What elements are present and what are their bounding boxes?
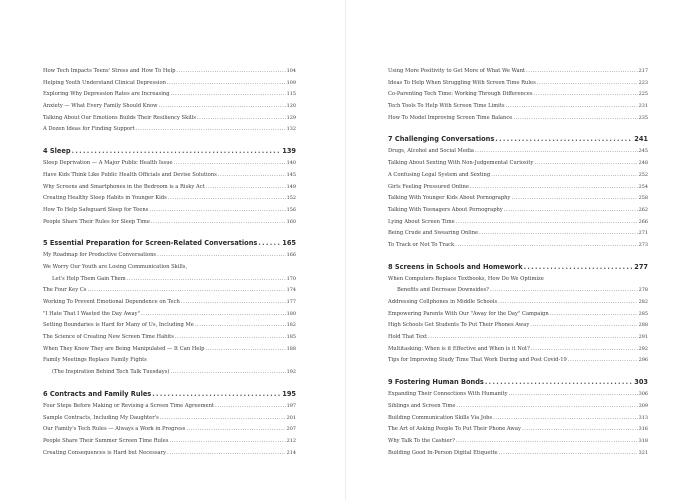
table-of-contents-right bbox=[388, 66, 648, 459]
entry-page-number: 109 bbox=[286, 79, 296, 86]
entry-page-number: 132 bbox=[286, 126, 296, 133]
entry-page-number: 201 bbox=[286, 414, 296, 421]
dot-leader bbox=[499, 448, 638, 460]
toc-entry[interactable] bbox=[43, 297, 296, 309]
entry-title: Empowering Parents With Our "Away for the Day" Campaign bbox=[388, 310, 549, 317]
entry-page-number: 120 bbox=[286, 103, 296, 110]
entry-title: Addressing Cellphones in Middle Schools bbox=[388, 299, 498, 305]
entry-title: Setting Boundaries is Hard for Many of Us, Including Me bbox=[43, 322, 194, 329]
dot-leader bbox=[534, 89, 638, 101]
entry-title: Siblings and Screen Time bbox=[388, 402, 456, 409]
entry-page-number: 282 bbox=[638, 299, 648, 305]
toc-entry[interactable] bbox=[43, 262, 296, 274]
toc-entry[interactable] bbox=[43, 309, 296, 321]
toc-entry[interactable] bbox=[43, 320, 296, 332]
entry-page-number: 115 bbox=[286, 91, 296, 98]
entry-title: Our Family's Tech Rules — Always a Work in Progress bbox=[43, 426, 186, 433]
dot-leader bbox=[509, 389, 638, 401]
entry-title: Being Crude and Swearing Online bbox=[388, 230, 479, 237]
entry-title: Why Talk To the Cashier? bbox=[388, 437, 455, 444]
chapter-page: 195 bbox=[282, 389, 296, 398]
entry-page-number: 185 bbox=[286, 334, 296, 341]
toc-entry[interactable] bbox=[43, 170, 296, 182]
entry-page-number: 292 bbox=[638, 345, 648, 352]
right-page bbox=[346, 0, 697, 500]
dot-leader bbox=[149, 205, 285, 217]
toc-entry[interactable] bbox=[388, 413, 648, 425]
toc-entry[interactable] bbox=[388, 309, 648, 321]
chapter-title: 5 Essential Preparation for Screen-Related Conversations bbox=[43, 239, 258, 248]
dot-leader bbox=[195, 320, 286, 332]
toc-entry[interactable] bbox=[388, 146, 648, 158]
toc-entry[interactable] bbox=[388, 228, 648, 240]
entry-title: Lying About Screen Time bbox=[388, 218, 455, 225]
entry-title: Creating Consequences is Hard but Necessary bbox=[43, 449, 167, 456]
toc-entry[interactable] bbox=[388, 182, 648, 194]
entry-title: The Science of Creating New Screen Time Habits bbox=[43, 334, 174, 341]
chapter-heading[interactable] bbox=[43, 237, 296, 250]
entry-page-number: 313 bbox=[638, 414, 648, 421]
toc-entry[interactable] bbox=[43, 113, 296, 125]
toc-entry[interactable] bbox=[388, 344, 648, 356]
entry-page-number: 192 bbox=[286, 369, 296, 376]
entry-page-number: 285 bbox=[638, 310, 648, 317]
entry-title: Building Good In-Person Digital Etiquette bbox=[388, 449, 498, 456]
toc-entry[interactable] bbox=[388, 436, 648, 448]
toc-entry[interactable] bbox=[43, 332, 296, 344]
toc-entry[interactable] bbox=[43, 250, 296, 262]
dot-leader bbox=[456, 401, 637, 413]
entry-page-number: 252 bbox=[638, 171, 648, 178]
entry-page-number: 309 bbox=[638, 402, 648, 409]
dot-leader bbox=[456, 217, 638, 229]
toc-entry[interactable] bbox=[388, 448, 648, 460]
toc-entry[interactable] bbox=[43, 367, 296, 379]
toc-entry[interactable] bbox=[43, 101, 296, 113]
dot-leader bbox=[167, 78, 286, 90]
dot-leader bbox=[159, 101, 286, 113]
toc-entry[interactable] bbox=[43, 285, 296, 297]
dot-leader bbox=[175, 332, 286, 344]
entry-title: How To Help Safeguard Sleep for Teens bbox=[43, 206, 149, 213]
entry-title: Helping Youth Understand Clinical Depression bbox=[43, 79, 166, 86]
entry-title: Tech Tools To Help With Screen Time Limits bbox=[388, 103, 505, 110]
chapter-title: 8 Screens in Schools and Homework bbox=[388, 262, 523, 271]
toc-entry[interactable] bbox=[43, 274, 296, 286]
toc-entry[interactable] bbox=[388, 89, 648, 101]
entry-title: To Track or Not To Track bbox=[388, 241, 455, 248]
chapter-heading[interactable] bbox=[388, 376, 648, 389]
toc-entry[interactable] bbox=[388, 193, 648, 205]
entry-title: Sample Contracts, Including My Daughter's bbox=[43, 414, 159, 421]
dot-leader bbox=[513, 113, 637, 125]
entry-page-number: 145 bbox=[286, 171, 296, 178]
entry-title: We Worry Our Youth are Losing Communication Skills, bbox=[43, 263, 188, 270]
entry-title: "I Hate That I Wasted the Day Away" bbox=[43, 310, 140, 317]
chapter-page: 139 bbox=[282, 147, 296, 156]
entry-title: Creating Healthy Sleep Habits in Younger Kids bbox=[43, 195, 167, 202]
entry-title: Sleep Deprivation — A Major Public Health Issue bbox=[43, 160, 173, 167]
entry-page-number: 318 bbox=[638, 437, 648, 444]
entry-page-number: 177 bbox=[286, 299, 296, 305]
toc-entry[interactable] bbox=[43, 78, 296, 90]
dot-leader bbox=[170, 367, 285, 379]
entry-page-number: 258 bbox=[638, 195, 648, 202]
dot-leader bbox=[168, 193, 286, 205]
dot-leader bbox=[456, 436, 638, 448]
entry-page-number: 160 bbox=[286, 218, 296, 225]
toc-group bbox=[43, 250, 296, 379]
toc-group bbox=[388, 274, 648, 368]
dot-leader bbox=[157, 250, 286, 262]
entry-title: Tips for Improving Study Time That Work During and Post Covid-19 bbox=[388, 357, 567, 364]
dot-leader bbox=[215, 401, 286, 413]
chapter-page: 303 bbox=[634, 378, 648, 387]
entry-title: Exploring Why Depression Rates are Increasing bbox=[43, 91, 170, 98]
dot-leader bbox=[550, 309, 638, 321]
entry-title: Using More Positivity to Get More of What We Want bbox=[388, 68, 526, 74]
chapter-heading[interactable] bbox=[388, 133, 648, 146]
dot-leader bbox=[479, 228, 638, 240]
dot-leader bbox=[151, 217, 286, 229]
dot-leader bbox=[169, 436, 285, 448]
toc-entry[interactable] bbox=[388, 170, 648, 182]
entry-title: A Confusing Legal System and Sexting bbox=[388, 171, 491, 178]
entry-page-number: 231 bbox=[638, 103, 648, 110]
entry-page-number: 291 bbox=[638, 334, 648, 341]
entry-page-number: 296 bbox=[638, 357, 648, 364]
entry-title: The Four Key Cs bbox=[43, 287, 87, 294]
entry-page-number: 149 bbox=[286, 183, 296, 190]
dot-leader bbox=[504, 205, 638, 217]
toc-entry[interactable] bbox=[388, 389, 648, 401]
entry-page-number: 188 bbox=[286, 345, 296, 352]
entry-title: Drugs, Alcohol and Social Media bbox=[388, 148, 474, 155]
chapter-page: 277 bbox=[634, 262, 648, 271]
dot-leader bbox=[87, 285, 285, 297]
entry-title: Talking About Sexting With Non-Judgemental Curiosity bbox=[388, 160, 534, 167]
toc-entry[interactable] bbox=[43, 66, 296, 78]
toc-entry[interactable] bbox=[388, 355, 648, 367]
toc-entry[interactable] bbox=[43, 424, 296, 436]
entry-title: When Computers Replace Textbooks, How Do We Optimize bbox=[388, 275, 544, 282]
chapter-page: 165 bbox=[282, 239, 296, 248]
toc-entry[interactable] bbox=[43, 205, 296, 217]
dot-leader bbox=[506, 101, 638, 113]
chapter-title: 6 Contracts and Family Rules bbox=[43, 389, 152, 398]
dot-leader bbox=[511, 193, 637, 205]
toc-entry[interactable] bbox=[43, 182, 296, 194]
entry-page-number: 182 bbox=[286, 322, 296, 329]
toc-group bbox=[388, 146, 648, 251]
dot-leader bbox=[475, 146, 638, 158]
entry-title: Ideas To Help When Struggling With Screen Time Rules bbox=[388, 79, 536, 86]
entry-page-number: 212 bbox=[286, 437, 296, 444]
entry-title: Benefits and Decrease Downsides? bbox=[397, 287, 489, 294]
entry-page-number: 262 bbox=[638, 206, 648, 213]
entry-title: People Share Their Rules for Sleep Time bbox=[43, 218, 150, 225]
dot-leader bbox=[171, 89, 286, 101]
dot-leader bbox=[522, 424, 638, 436]
toc-entry[interactable] bbox=[43, 344, 296, 356]
dot-leader bbox=[534, 158, 637, 170]
entry-title: How Tech Impacts Teens' Stress and How To Help bbox=[43, 68, 176, 74]
entry-title: Why Screens and Smartphones in the Bedroom is a Risky Act bbox=[43, 183, 205, 190]
toc-entry[interactable] bbox=[43, 89, 296, 101]
entry-title: Hold That Text bbox=[388, 334, 428, 341]
entry-title: People Share Their Summer Screen Time Rules bbox=[43, 437, 169, 444]
entry-page-number: 214 bbox=[286, 449, 296, 456]
chapter-title: 9 Fostering Human Bonds bbox=[388, 378, 484, 387]
toc-entry[interactable] bbox=[388, 297, 648, 309]
dot-leader bbox=[531, 344, 638, 356]
entry-page-number: 254 bbox=[638, 183, 648, 190]
toc-entry[interactable] bbox=[388, 101, 648, 113]
dot-leader bbox=[205, 344, 285, 356]
toc-entry[interactable] bbox=[388, 66, 648, 78]
toc-entry[interactable] bbox=[43, 217, 296, 229]
entry-page-number: 207 bbox=[286, 426, 296, 433]
toc-entry[interactable] bbox=[388, 285, 648, 297]
dot-leader bbox=[455, 240, 638, 252]
toc-entry[interactable] bbox=[43, 401, 296, 413]
dot-leader bbox=[490, 285, 638, 297]
entry-title: Four Steps Before Making or Revising a Screen Time Agreement bbox=[43, 402, 215, 409]
dot-leader bbox=[181, 297, 286, 309]
entry-page-number: 273 bbox=[638, 241, 648, 248]
entry-title: Talking With Teenagers About Pornography bbox=[388, 206, 503, 213]
entry-title: A Dozen Ideas for Finding Support bbox=[43, 126, 135, 133]
entry-title: How To Model Improving Screen Time Balance bbox=[388, 114, 513, 121]
dot-leader bbox=[167, 448, 286, 460]
entry-page-number: 321 bbox=[638, 449, 648, 456]
toc-group bbox=[388, 389, 648, 459]
dot-leader bbox=[160, 413, 286, 425]
entry-title: Talking About Our Emotions Builds Their Resiliency Skills bbox=[43, 114, 196, 121]
toc-entry[interactable] bbox=[43, 124, 296, 136]
entry-title: Let's Help Them Gain Them bbox=[52, 275, 126, 282]
dot-leader bbox=[498, 297, 638, 309]
entry-title: When They Know They are Being Manipulated — It Can Help bbox=[43, 345, 205, 352]
entry-title: Have Kids Think Like Public Health Officials and Devise Solutions bbox=[43, 171, 217, 178]
toc-entry[interactable] bbox=[388, 424, 648, 436]
toc-entry[interactable] bbox=[388, 78, 648, 90]
toc-entry[interactable] bbox=[43, 193, 296, 205]
dot-leader bbox=[206, 182, 286, 194]
entry-title: Co-Parenting Tech Time: Working Through Differences bbox=[388, 91, 533, 98]
toc-group bbox=[43, 401, 296, 459]
entry-page-number: 245 bbox=[638, 148, 648, 155]
entry-title: The Art of Asking People To Put Their Phone Away bbox=[388, 426, 521, 433]
entry-page-number: 174 bbox=[286, 287, 296, 294]
entry-page-number: 166 bbox=[286, 252, 296, 259]
entry-page-number: 306 bbox=[638, 391, 648, 398]
chapter-heading[interactable] bbox=[43, 145, 296, 158]
entry-page-number: 104 bbox=[286, 68, 296, 74]
entry-title: Expanding Their Connections With Humanity bbox=[388, 391, 508, 398]
toc-entry[interactable] bbox=[43, 448, 296, 460]
dot-leader bbox=[526, 66, 638, 78]
toc-entry[interactable] bbox=[388, 240, 648, 252]
dot-leader bbox=[197, 113, 286, 125]
entry-page-number: 180 bbox=[286, 310, 296, 317]
dot-leader bbox=[537, 78, 638, 90]
entry-page-number: 152 bbox=[286, 195, 296, 202]
dot-leader bbox=[176, 66, 285, 78]
toc-entry[interactable] bbox=[388, 320, 648, 332]
dot-leader bbox=[186, 424, 285, 436]
toc-entry[interactable] bbox=[388, 113, 648, 125]
dot-leader bbox=[218, 170, 286, 182]
toc-entry[interactable] bbox=[43, 436, 296, 448]
toc-entry[interactable] bbox=[43, 158, 296, 170]
entry-page-number: 316 bbox=[638, 426, 648, 433]
dot-leader bbox=[141, 309, 286, 321]
entry-page-number: 271 bbox=[638, 230, 648, 237]
toc-entry[interactable] bbox=[388, 332, 648, 344]
entry-title: Working To Prevent Emotional Dependence on Tech bbox=[43, 299, 180, 305]
toc-entry[interactable] bbox=[388, 274, 648, 286]
entry-page-number: 278 bbox=[638, 287, 648, 294]
entry-title: Family Meetings Replace Family Fights bbox=[43, 357, 147, 364]
toc-entry[interactable] bbox=[388, 158, 648, 170]
chapter-title: 4 Sleep bbox=[43, 147, 71, 156]
dot-leader bbox=[530, 320, 637, 332]
dot-leader bbox=[568, 355, 638, 367]
entry-title: Talking With Younger Kids About Pornography bbox=[388, 195, 511, 202]
entry-title: Multitasking: When is it Effective and When is it Not? bbox=[388, 345, 530, 352]
entry-page-number: 225 bbox=[638, 91, 648, 98]
left-page bbox=[0, 0, 346, 500]
dot-leader bbox=[491, 170, 637, 182]
chapter-heading[interactable] bbox=[388, 261, 648, 274]
entry-title: Building Communication Skills Via Jobs bbox=[388, 414, 493, 421]
chapter-heading[interactable] bbox=[43, 388, 296, 401]
entry-title: My Roadmap for Productive Conversations bbox=[43, 252, 157, 259]
entry-page-number: 217 bbox=[638, 68, 648, 74]
dot-leader bbox=[127, 274, 286, 286]
dot-leader bbox=[428, 332, 638, 344]
toc-entry[interactable] bbox=[43, 355, 296, 367]
entry-page-number: 235 bbox=[638, 114, 648, 121]
toc-group bbox=[388, 66, 648, 124]
entry-page-number: 129 bbox=[286, 114, 296, 121]
dot-leader bbox=[136, 124, 286, 136]
toc-entry[interactable] bbox=[388, 401, 648, 413]
toc-entry[interactable] bbox=[388, 205, 648, 217]
toc-entry[interactable] bbox=[388, 217, 648, 229]
dot-leader bbox=[174, 158, 286, 170]
table-of-contents-left bbox=[43, 66, 296, 459]
dot-leader bbox=[493, 413, 638, 425]
chapter-page: 241 bbox=[634, 135, 648, 144]
toc-group bbox=[43, 158, 296, 228]
entry-title: Anxiety — What Every Family Should Know bbox=[43, 103, 158, 110]
entry-page-number: 170 bbox=[286, 275, 296, 282]
entry-page-number: 156 bbox=[286, 206, 296, 213]
entry-page-number: 223 bbox=[638, 79, 648, 86]
dot-leader bbox=[470, 182, 638, 194]
toc-group bbox=[43, 66, 296, 136]
entry-title: (The Inspiration Behind Tech Talk Tuesdays) bbox=[52, 369, 170, 376]
entry-title: Girls Feeling Pressured Online bbox=[388, 183, 469, 190]
entry-page-number: 266 bbox=[638, 218, 648, 225]
entry-title: High Schools Get Students To Put Their Phones Away bbox=[388, 322, 530, 329]
toc-entry[interactable] bbox=[43, 413, 296, 425]
entry-page-number: 197 bbox=[286, 402, 296, 409]
entry-page-number: 248 bbox=[638, 160, 648, 167]
entry-page-number: 288 bbox=[638, 322, 648, 329]
entry-page-number: 140 bbox=[286, 160, 296, 167]
chapter-title: 7 Challenging Conversations bbox=[388, 135, 495, 144]
